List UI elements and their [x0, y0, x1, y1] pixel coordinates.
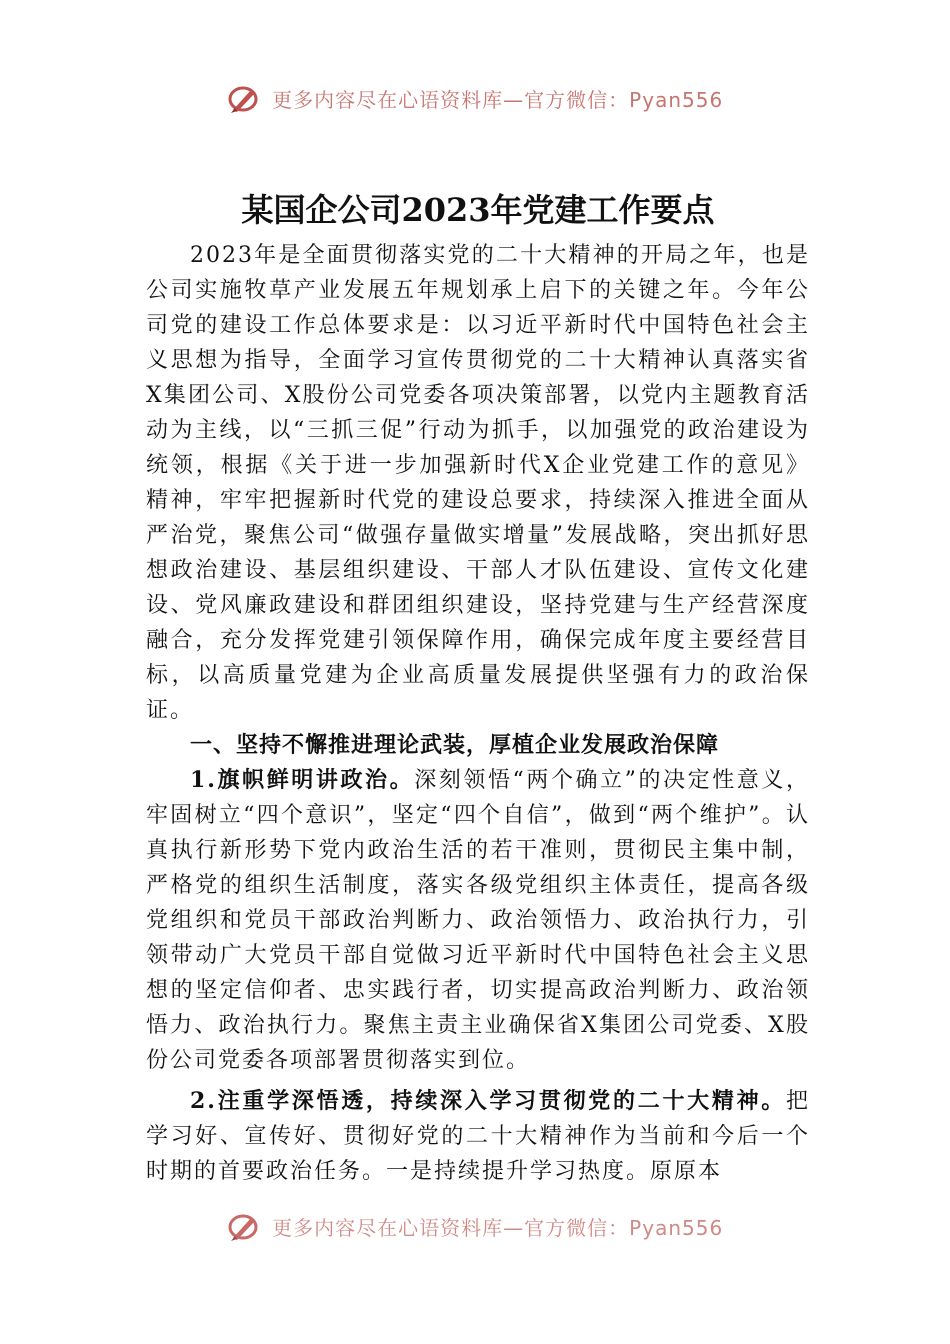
watermark-header	[0, 84, 950, 119]
item-2-paragraph	[146, 1084, 810, 1189]
pen-logo-icon	[227, 84, 261, 119]
item-1-body: 深刻领悟“两个确立”的决定性意义，牢固树立“四个意识”，坚定“四个自信”，做到“两个维护”。认真执行新形势下党内政治生活的若干准则，贯彻民主集中制，严格党的组织生活制度，落实各级党组织主体责任，提高各级党组织和党员干部政治判断力、政治领悟力、政治执行力，引领带动广大党员干部自觉做习近平新时代中国特色社会主义思想的坚定信仰者、忠实践行者，切实提高政治判断力、政治领悟力、政治执行力。聚焦主责主业确保省X集团公司党委、X股份公司党委各项部署贯彻落实到位。	[146, 768, 810, 1073]
watermark-text: 更多内容尽在心语资料库—官方微信：Pyan556	[272, 88, 724, 112]
pen-logo-icon	[227, 1212, 261, 1247]
watermark-footer	[0, 1212, 950, 1247]
document-title: 某国企公司2023年党建工作要点	[241, 191, 715, 229]
item-1-paragraph	[146, 763, 810, 1078]
intro-paragraph: 2023年是全面贯彻落实党的二十大精神的开局之年，也是公司实施牧草产业发展五年规划承上启下的关键之年。今年公司党的建设工作总体要求是：以习近平新时代中国特色社会主义思想为指导，全面学习宣传贯彻党的二十大精神认真落实省X集团公司、X股份公司党委各项决策部署，以党内主题教育活动为主线，以“三抓三促”行动为抓手，以加强党的政治建设为统领，根据《关于进一步加强新时代X企业党建工作的意见》精神，牢牢把握新时代党的建设总要求，持续深入推进全面从严治党，聚焦公司“做强存量做实增量”发展战略，突出抓好思想政治建设、基层组织建设、干部人才队伍建设、宣传文化建设、党风廉政建设和群团组织建设，坚持党建与生产经营深度融合，充分发挥党建引领保障作用，确保完成年度主要经营目标，以高质量党建为企业高质量发展提供坚强有力的政治保证。	[146, 243, 810, 723]
item-2-body: 把学习好、宣传好、贯彻好党的二十大精神作为当前和今后一个时期的首要政治任务。一是持续提升学习热度。原原本	[146, 1089, 810, 1184]
document-body	[146, 190, 810, 1189]
item-2-lead: 2.注重学深悟透，持续深入学习贯彻党的二十大精神。	[190, 1088, 786, 1114]
item-1-lead: 1.旗帜鲜明讲政治。	[190, 767, 415, 793]
watermark-text: 更多内容尽在心语资料库—官方微信：Pyan556	[272, 1216, 724, 1240]
section-heading-1: 一、坚持不懈推进理论武装，厚植企业发展政治保障	[190, 732, 720, 758]
